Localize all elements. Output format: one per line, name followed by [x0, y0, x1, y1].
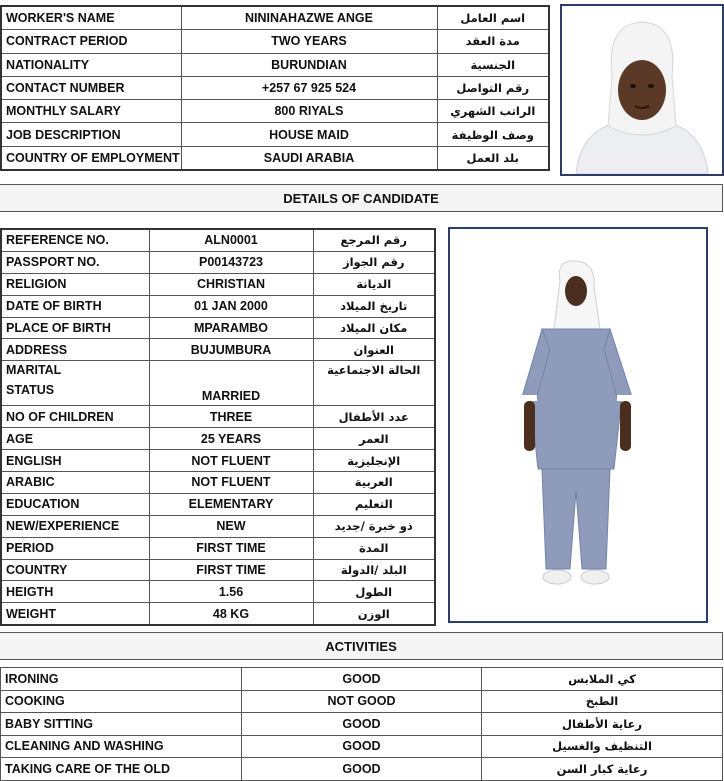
field-label-line: MARITAL [6, 363, 62, 378]
field-value: GOOD [242, 758, 482, 781]
candidate-details-table [0, 228, 436, 626]
field-arabic-label: كي الملابس [482, 668, 723, 691]
field-label: BABY SITTING [1, 713, 242, 736]
worker-info-row [1, 76, 549, 99]
field-arabic-label: الطبخ [482, 690, 723, 713]
candidate-detail-row [1, 273, 435, 295]
field-label [1, 361, 149, 406]
field-arabic-label: ذو خبرة /جديد [313, 515, 435, 537]
field-value: P00143723 [149, 251, 313, 273]
field-arabic-label: وصف الوظيفة [437, 123, 549, 146]
activity-row [1, 690, 723, 713]
portrait-photo [560, 4, 724, 176]
activity-row [1, 735, 723, 758]
field-value: FIRST TIME [149, 559, 313, 581]
candidate-detail-row [1, 229, 435, 251]
field-label: ADDRESS [1, 339, 149, 361]
field-label: NATIONALITY [1, 53, 181, 76]
field-value: ALN0001 [149, 229, 313, 251]
field-arabic-label: الديانة [313, 273, 435, 295]
worker-info-row [1, 123, 549, 146]
field-label: RELIGION [1, 273, 149, 295]
candidate-detail-row [1, 493, 435, 515]
candidate-detail-row [1, 295, 435, 317]
field-label: CLEANING AND WASHING [1, 735, 242, 758]
field-arabic-label: رقم المرجع [313, 229, 435, 251]
worker-info-row [1, 100, 549, 123]
field-arabic-label: رعاية الأطفال [482, 713, 723, 736]
field-value: BUJUMBURA [149, 339, 313, 361]
field-label: REFERENCE NO. [1, 229, 149, 251]
field-label: PASSPORT NO. [1, 251, 149, 273]
field-value: NININAHAZWE ANGE [181, 6, 437, 30]
activities-header: ACTIVITIES [0, 632, 723, 660]
field-arabic-label: مدة العقد [437, 30, 549, 53]
field-label: EDUCATION [1, 493, 149, 515]
field-value: FIRST TIME [149, 537, 313, 559]
field-label: HEIGTH [1, 581, 149, 603]
field-value: NOT FLUENT [149, 472, 313, 494]
field-arabic-label: الحالة الاجتماعية [313, 361, 435, 406]
field-arabic-label: اسم العامل [437, 6, 549, 30]
field-value: HOUSE MAID [181, 123, 437, 146]
field-value: GOOD [242, 735, 482, 758]
field-arabic-label: مكان الميلاد [313, 317, 435, 339]
field-label: MONTHLY SALARY [1, 100, 181, 123]
field-value: ELEMENTARY [149, 493, 313, 515]
candidate-detail-row [1, 317, 435, 339]
field-arabic-label: الوزن [313, 603, 435, 625]
candidate-detail-row [1, 515, 435, 537]
field-value: SAUDI ARABIA [181, 146, 437, 170]
field-arabic-label: التنظيف والغسيل [482, 735, 723, 758]
field-value: NOT FLUENT [149, 450, 313, 472]
field-label: TAKING CARE OF THE OLD [1, 758, 242, 781]
candidate-detail-row [1, 603, 435, 625]
field-label: WEIGHT [1, 603, 149, 625]
field-label: AGE [1, 428, 149, 450]
details-of-candidate-header: DETAILS OF CANDIDATE [0, 184, 723, 212]
field-label: PERIOD [1, 537, 149, 559]
field-value: +257 67 925 524 [181, 76, 437, 99]
field-label-line: STATUS [6, 383, 55, 398]
field-label: DATE OF BIRTH [1, 295, 149, 317]
field-label: NEW/EXPERIENCE [1, 515, 149, 537]
field-label: NO OF CHILDREN [1, 406, 149, 428]
field-value: 01 JAN 2000 [149, 295, 313, 317]
full-body-photo [448, 227, 708, 623]
field-value: GOOD [242, 668, 482, 691]
candidate-detail-row [1, 472, 435, 494]
activity-row [1, 668, 723, 691]
field-arabic-label: عدد الأطفال [313, 406, 435, 428]
field-arabic-label: رقم الجواز [313, 251, 435, 273]
candidate-detail-row [1, 428, 435, 450]
field-label: CONTRACT PERIOD [1, 30, 181, 53]
candidate-detail-row [1, 361, 435, 406]
field-value: 1.56 [149, 581, 313, 603]
field-value: GOOD [242, 713, 482, 736]
field-value: MPARAMBO [149, 317, 313, 339]
field-label: ENGLISH [1, 450, 149, 472]
candidate-detail-row [1, 581, 435, 603]
field-arabic-label: رقم التواصل [437, 76, 549, 99]
field-label: COOKING [1, 690, 242, 713]
candidate-detail-row [1, 339, 435, 361]
field-arabic-label: رعاية كبار السن [482, 758, 723, 781]
field-value: 48 KG [149, 603, 313, 625]
field-value: NEW [149, 515, 313, 537]
candidate-detail-row [1, 559, 435, 581]
field-label: ARABIC [1, 472, 149, 494]
worker-info-row [1, 30, 549, 53]
candidate-detail-row [1, 251, 435, 273]
field-arabic-label: الراتب الشهري [437, 100, 549, 123]
field-arabic-label: العربية [313, 472, 435, 494]
activity-row [1, 758, 723, 781]
activities-table [0, 667, 723, 781]
field-arabic-label: المدة [313, 537, 435, 559]
field-arabic-label: بلد العمل [437, 146, 549, 170]
field-arabic-label: البلد /الدولة [313, 559, 435, 581]
field-value: NOT GOOD [242, 690, 482, 713]
field-label: WORKER'S NAME [1, 6, 181, 30]
field-arabic-label: تاريخ الميلاد [313, 295, 435, 317]
candidate-detail-row [1, 406, 435, 428]
field-value: MARRIED [149, 361, 313, 406]
field-value: 25 YEARS [149, 428, 313, 450]
candidate-detail-row [1, 450, 435, 472]
field-label: IRONING [1, 668, 242, 691]
field-arabic-label: التعليم [313, 493, 435, 515]
field-value: 800 RIYALS [181, 100, 437, 123]
worker-info-table [0, 5, 550, 171]
field-arabic-label: العنوان [313, 339, 435, 361]
field-label: CONTACT NUMBER [1, 76, 181, 99]
worker-info-row [1, 53, 549, 76]
field-value: BURUNDIAN [181, 53, 437, 76]
worker-info-row [1, 6, 549, 30]
worker-info-row [1, 146, 549, 170]
field-arabic-label: الإنجليزية [313, 450, 435, 472]
field-value: TWO YEARS [181, 30, 437, 53]
field-label: COUNTRY OF EMPLOYMENT [1, 146, 181, 170]
field-label: JOB DESCRIPTION [1, 123, 181, 146]
field-value: THREE [149, 406, 313, 428]
field-label: PLACE OF BIRTH [1, 317, 149, 339]
field-arabic-label: الطول [313, 581, 435, 603]
field-arabic-label: العمر [313, 428, 435, 450]
candidate-detail-row [1, 537, 435, 559]
field-value: CHRISTIAN [149, 273, 313, 295]
activity-row [1, 713, 723, 736]
field-label: COUNTRY [1, 559, 149, 581]
field-arabic-label: الجنسية [437, 53, 549, 76]
